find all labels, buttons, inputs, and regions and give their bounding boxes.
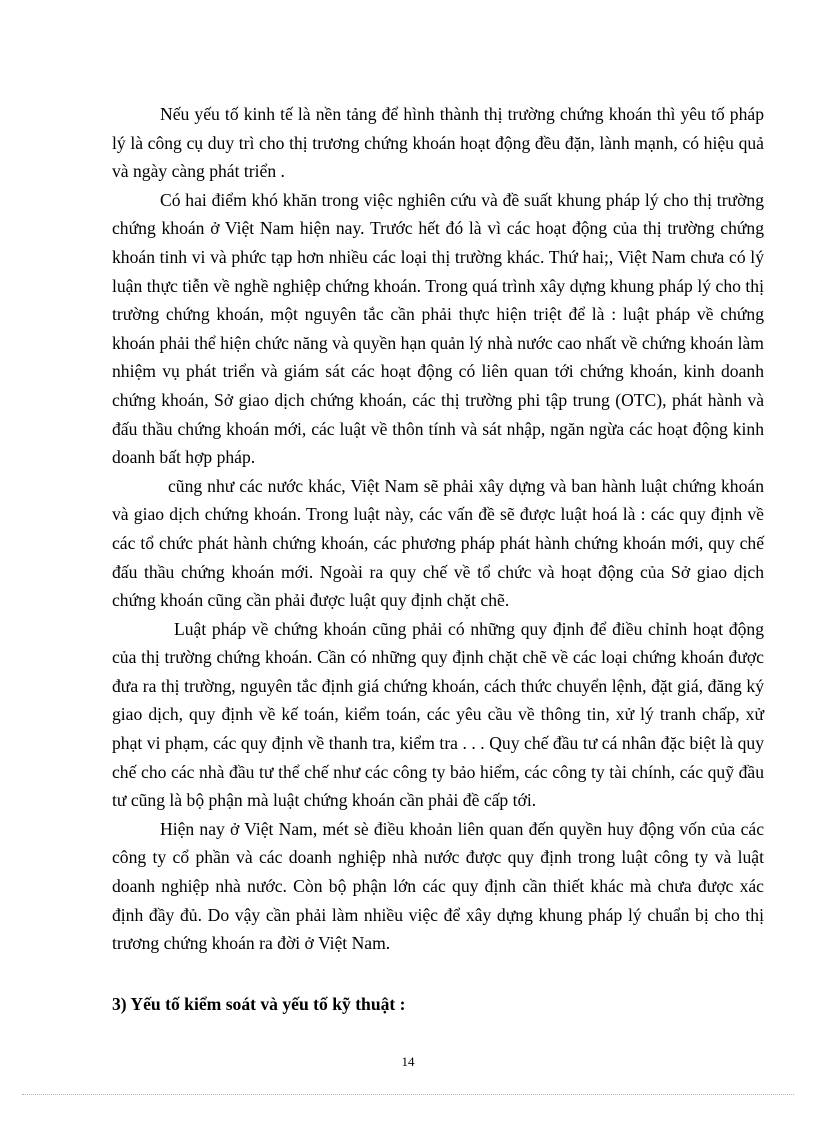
paragraph-market-regulation: Luật pháp về chứng khoán cũng phải có những quy định để điều chỉnh hoạt động của thị trường chứng khoán. Cần có những quy định chặt chẽ về các loại chứng khoán được đưa ra thị trường, nguyên tắc định giá chứng khoán, cách thức chuyển lệnh, đặt giá, đăng ký giao dịch, quy định về kế toán, kiểm toán, các yêu cầu về thông tin, xử lý tranh chấp, xử phạt vi phạm, các quy định về thanh tra, kiểm tra . . . Quy chế đầu tư cá nhân đặc biệt là quy chế cho các nhà đầu tư thể chế như các công ty bảo hiểm, các công ty tài chính, các quỹ đầu tư cũng là bộ phận mà luật chứng khoán cần phải đề cấp tới.: [112, 618, 764, 811]
section-heading: 3) Yếu tố kiểm soát và yếu tố kỹ thuật :: [112, 993, 406, 1014]
paragraph-legal-factor: Nếu yếu tố kinh tế là nền tảng để hình thành thị trường chứng khoán thì yêu tố pháp lý là công cụ duy trì cho thị trương chứng khoán hoạt động đều đặn, lành mạnh, có hiệu quả và ngày càng phát triển .: [112, 104, 764, 182]
paragraph-difficulties: Có hai điểm khó khăn trong việc nghiên cứu và đề suất khung pháp lý cho thị trường chứng khoán ở Việt Nam hiện nay. Trước hết đó là vì các hoạt động của thị trường chứng khoán tinh vi và phức tạp hơn nhiều các loại thị trường khác. Thứ hai;, Việt Nam chưa có lý luận thực tiễn về nghề nghiệp chứng khoán. Trong quá trình xây dựng khung pháp lý cho thị trường chứng khoán, một nguyên tắc cần phải thực hiện triệt để là : luật pháp về chứng khoán phải thể hiện chức năng và quyền hạn quản lý nhà nước cao nhất về chứng khoán làm nhiệm vụ phát triển và giám sát các hoạt động có liên quan tới chứng khoán, kinh doanh chứng khoán, Sở giao dịch chứng khoán, các thị trường phi tập trung (OTC), phát hành và đấu thầu chứng khoán mới, các luật về thôn tính và sát nhập, ngăn ngừa các hoạt động kinh doanh bất hợp pháp.: [112, 189, 764, 468]
paragraph-current-situation: Hiện nay ở Việt Nam, mét sè điều khoản liên quan đến quyền huy động vốn của các công ty cổ phần và các doanh nghiệp nhà nước được quy định trong luật công ty và luật doanh nghiệp nhà nước. Còn bộ phận lớn các quy định cần thiết khác mà chưa được xác định đầy đủ. Do vậy cần phải làm nhiều việc để xây dựng khung pháp lý chuẩn bị cho thị trương chứng khoán ra đời ở Việt Nam.: [112, 818, 764, 954]
paragraph-securities-law: cũng như các nước khác, Việt Nam sẽ phải xây dựng và ban hành luật chứng khoán và giao dịch chứng khoán. Trong luật này, các vấn đề sẽ được luật hoá là : các quy định về các tổ chức phát hành chứng khoán, các phương pháp phát hành chứng khoán mới, quy chế đấu thầu chứng khoán mới. Ngoài ra quy chế về tổ chức và hoạt động của Sở giao dịch chứng khoán cũng cần phải được luật quy định chặt chẽ.: [112, 475, 764, 611]
page-bottom-border: [22, 1094, 794, 1095]
page-number: 14: [401, 1054, 415, 1069]
document-body: [112, 100, 764, 1018]
